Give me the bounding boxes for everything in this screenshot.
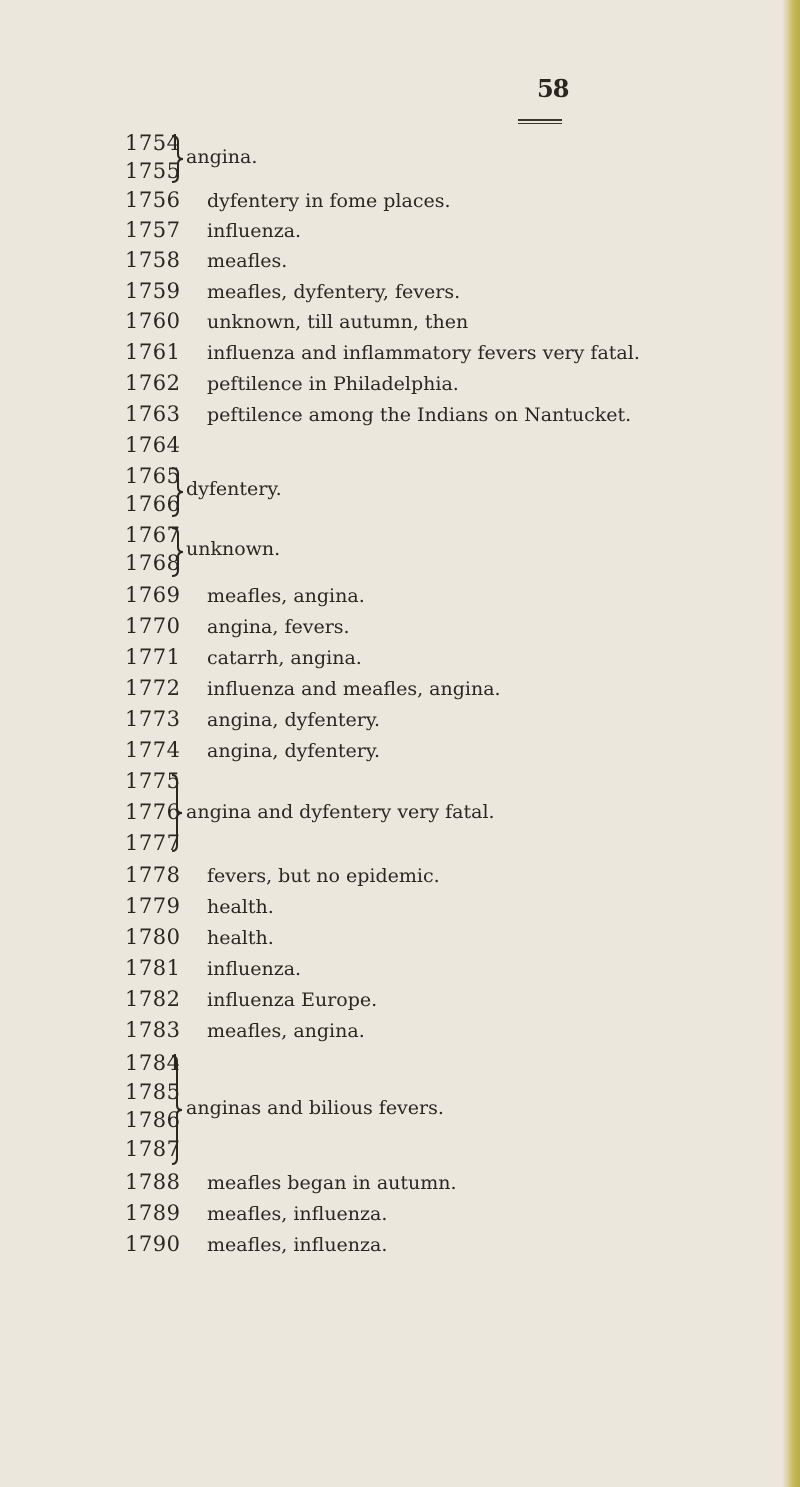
entry-note: meafles, influenza. [207, 1203, 388, 1225]
brace-1765-1766 [170, 466, 184, 518]
year-1786: 1786 [125, 1108, 181, 1132]
entry-year: 1783 [125, 1018, 181, 1042]
entry-row [125, 735, 380, 765]
year-1754: 1754 [125, 131, 181, 155]
entry-note: angina, dyfentery. [207, 740, 381, 762]
entry-year: 1758 [125, 248, 181, 272]
entry-note: unknown, till autumn, then [207, 311, 469, 333]
entry-year: 1759 [125, 279, 181, 303]
entry-note: influenza. [207, 220, 302, 242]
entry-row [125, 984, 377, 1014]
entry-note: meafles, angina. [207, 1020, 365, 1042]
entry-year: 1788 [125, 1170, 181, 1194]
entry-row [125, 891, 274, 921]
entry-year: 1778 [125, 863, 181, 887]
entry-year: 1764 [125, 433, 181, 457]
entry-row [125, 611, 350, 641]
year-1776: 1776 [125, 800, 181, 824]
entry-year: 1760 [125, 309, 181, 333]
entry-year: 1770 [125, 614, 181, 638]
entry-row [125, 245, 287, 275]
entry-year: 1780 [125, 925, 181, 949]
brace-1754-1755 [170, 134, 184, 184]
entry-year: 1763 [125, 402, 181, 426]
entry-note: peftilence among the Indians on Nantucket. [207, 404, 632, 426]
entry-row [125, 368, 459, 398]
entry-note: angina, fevers. [207, 616, 350, 638]
entry-year: 1772 [125, 676, 181, 700]
entry-row [125, 276, 460, 306]
entry-row [125, 580, 365, 610]
entry-row [125, 1015, 365, 1045]
entry-note: fevers, but no epidemic. [207, 865, 440, 887]
entry-row [125, 1229, 387, 1259]
entry-row [125, 306, 468, 336]
entry-row [125, 185, 451, 215]
entry-note: meafles. [207, 250, 288, 272]
entry-row [125, 430, 207, 460]
note-1784-1787: anginas and bilious fevers. [186, 1097, 444, 1119]
note-1754-1755: angina. [186, 146, 258, 168]
entry-row [125, 215, 301, 245]
page-number-rule [518, 119, 562, 124]
note-1775-1777: angina and dyfentery very fatal. [186, 801, 495, 823]
entry-year: 1769 [125, 583, 181, 607]
entry-row [125, 1198, 387, 1228]
year-1765: 1765 [125, 464, 181, 488]
entry-row [125, 953, 301, 983]
page-number: 58 [537, 74, 569, 103]
entry-note: meafles, influenza. [207, 1234, 388, 1256]
entry-row [125, 860, 440, 890]
entry-row [125, 642, 362, 672]
page-spine-edge [782, 0, 800, 1487]
entry-note: catarrh, angina. [207, 647, 362, 669]
year-1766: 1766 [125, 492, 181, 516]
entry-note: peftilence in Philadelphia. [207, 373, 459, 395]
year-1775: 1775 [125, 769, 181, 793]
year-1785: 1785 [125, 1080, 181, 1104]
entry-note: influenza and meafles, angina. [207, 678, 501, 700]
entry-year: 1761 [125, 340, 181, 364]
entry-row [125, 399, 631, 429]
year-1777: 1777 [125, 831, 181, 855]
entry-note: influenza Europe. [207, 989, 378, 1011]
year-1787: 1787 [125, 1137, 181, 1161]
entry-year: 1773 [125, 707, 181, 731]
entry-year: 1779 [125, 894, 181, 918]
year-1784: 1784 [125, 1051, 181, 1075]
note-1767-1768: unknown. [186, 538, 281, 560]
entry-year: 1757 [125, 218, 181, 242]
entry-note: influenza and inflammatory fevers very fatal. [207, 342, 640, 364]
entry-year: 1789 [125, 1201, 181, 1225]
entry-note: meafles, dyfentery, fevers. [207, 281, 461, 303]
entry-note: health. [207, 927, 274, 949]
entry-row [125, 922, 274, 952]
entry-row [125, 704, 380, 734]
entry-note: dyfentery in fome places. [207, 190, 451, 212]
entry-note: meafles began in autumn. [207, 1172, 457, 1194]
entry-note: angina, dyfentery. [207, 709, 381, 731]
entry-year: 1756 [125, 188, 181, 212]
entry-year: 1782 [125, 987, 181, 1011]
brace-1784-1787 [170, 1054, 184, 1166]
note-1765-1766: dyfentery. [186, 478, 282, 500]
entry-note: health. [207, 896, 274, 918]
entry-year: 1781 [125, 956, 181, 980]
entry-row [125, 673, 501, 703]
entry-note: meafles, angina. [207, 585, 365, 607]
entry-year: 1790 [125, 1232, 181, 1256]
year-1768: 1768 [125, 551, 181, 575]
year-1767: 1767 [125, 523, 181, 547]
entry-year: 1771 [125, 645, 181, 669]
brace-1767-1768 [170, 526, 184, 578]
brace-1775-1777 [170, 773, 184, 853]
entry-row [125, 337, 640, 367]
entry-year: 1774 [125, 738, 181, 762]
year-1755: 1755 [125, 159, 181, 183]
entry-row [125, 1167, 457, 1197]
entry-year: 1762 [125, 371, 181, 395]
entry-note: influenza. [207, 958, 302, 980]
